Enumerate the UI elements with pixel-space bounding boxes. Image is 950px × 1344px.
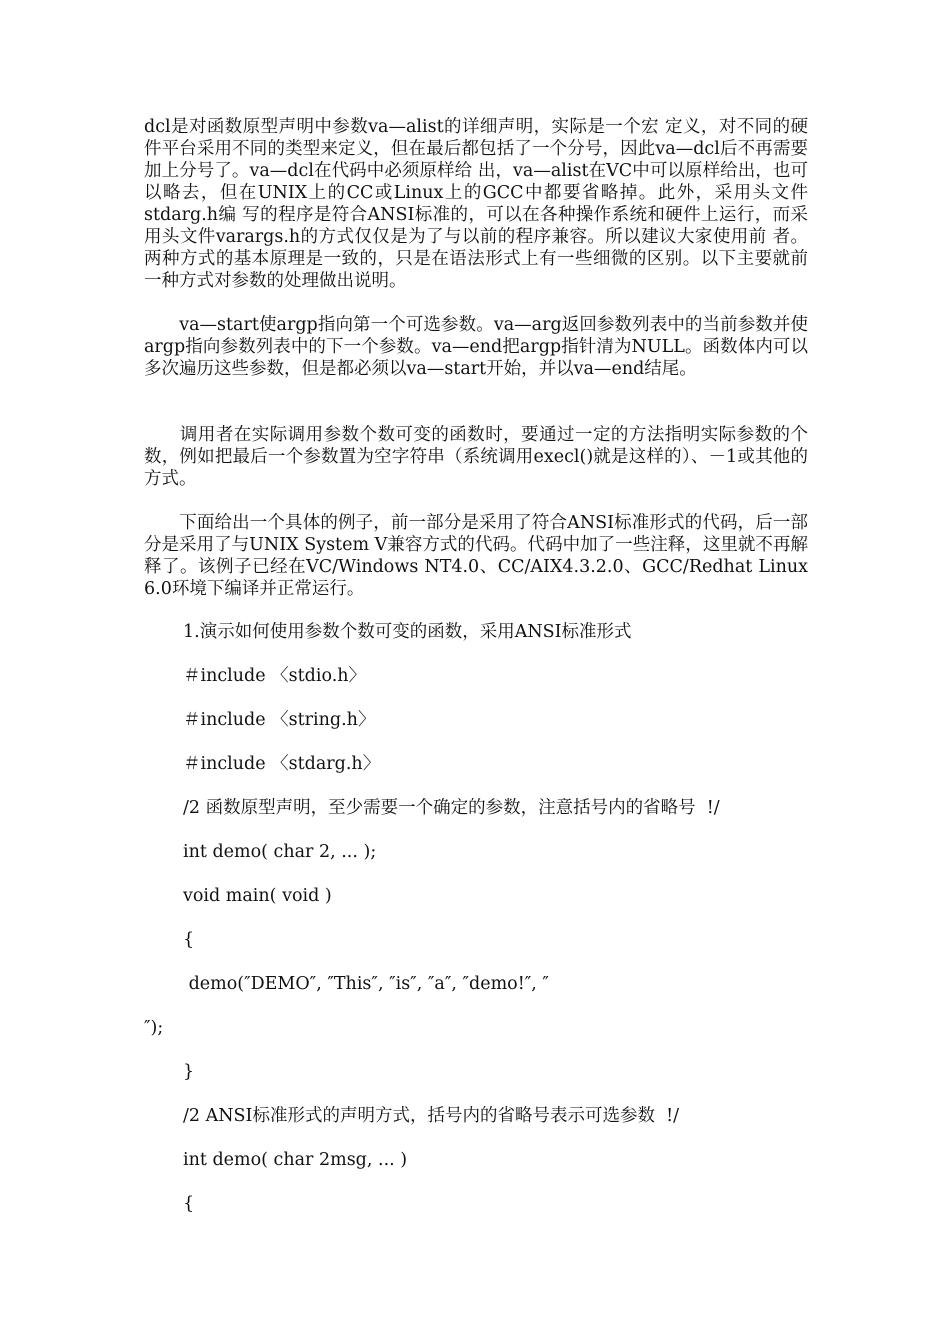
- code-demo-definition: int demo( char 2msg, ... ): [183, 1150, 408, 1170]
- code-include-string: ＃include 〈string.h〉: [183, 710, 376, 730]
- paragraph-va-start: va—start使argp指向第一个可选参数。va—arg返回参数列表中的当前参数并使argp指向参数列表中的下一个参数。va—end把argp指针清为NULL。函数体内可以多次遍历这些参数，但是都必须以va—start开始，并以va—end结尾。: [144, 315, 808, 379]
- code-open-brace: {: [183, 930, 195, 950]
- code-main-signature: void main( void ): [183, 886, 332, 906]
- paragraph-example-intro: 下面给出一个具体的例子，前一部分是采用了符合ANSI标准形式的代码，后一部分是采用了与UNIX System V兼容方式的代码。代码中加了一些注释，这里就不再解释了。该例子已经在VC/Windows NT4.0、CC/AIX4.3.2.0、GCC/Redhat Linux 6.0环境下编译并正常运行。: [144, 513, 808, 599]
- paragraph-caller: 调用者在实际调用参数个数可变的函数时，要通过一定的方法指明实际参数的个数，例如把最后一个参数置为空字符串（系统调用execl()就是这样的）、－1或其他的方式。: [144, 425, 808, 489]
- code-close-brace: }: [183, 1062, 195, 1082]
- code-comment-ansi: /2 ANSI标准形式的声明方式，括号内的省略号表示可选参数 !/: [183, 1106, 679, 1126]
- code-demo-call: demo(″DEMO″, ″This″, ″is″, ″a″, ″demo!″, ″: [183, 974, 549, 994]
- section-heading: 1.演示如何使用参数个数可变的函数，采用ANSI标准形式: [183, 622, 632, 642]
- code-demo-call-continuation: ″);: [144, 1018, 164, 1038]
- code-comment-prototype: /2 函数原型声明，至少需要一个确定的参数，注意括号内的省略号 !/: [183, 798, 720, 818]
- code-include-stdarg: ＃include 〈stdarg.h〉: [183, 754, 381, 774]
- paragraph-va-dcl: dcl是对函数原型声明中参数va—alist的详细声明，实际是一个宏 定义，对不同的硬件平台采用不同的类型来定义，但在最后都包括了一个分号，因此va—dcl后不再需要加上分号了。va—dcl在代码中必须原样给 出，va—alist在VC中可以原样给出，也可以略去，但在UNIX上的CC或Linux上的GCC中都要省略掉。此外，采用头文件stdarg.h编 写的程序是符合ANSI标准的，可以在各种操作系统和硬件上运行，而采用头文件varargs.h的方式仅仅是为了与以前的程序兼容。所以建议大家使用前 者。两种方式的基本原理是一致的，只是在语法形式上有一些细微的区别。以下主要就前一种方式对参数的处理做出说明。: [144, 117, 809, 291]
- code-demo-prototype: int demo( char 2, ... );: [183, 842, 377, 862]
- code-include-stdio: ＃include 〈stdio.h〉: [183, 666, 367, 686]
- code-open-brace-2: {: [183, 1194, 195, 1214]
